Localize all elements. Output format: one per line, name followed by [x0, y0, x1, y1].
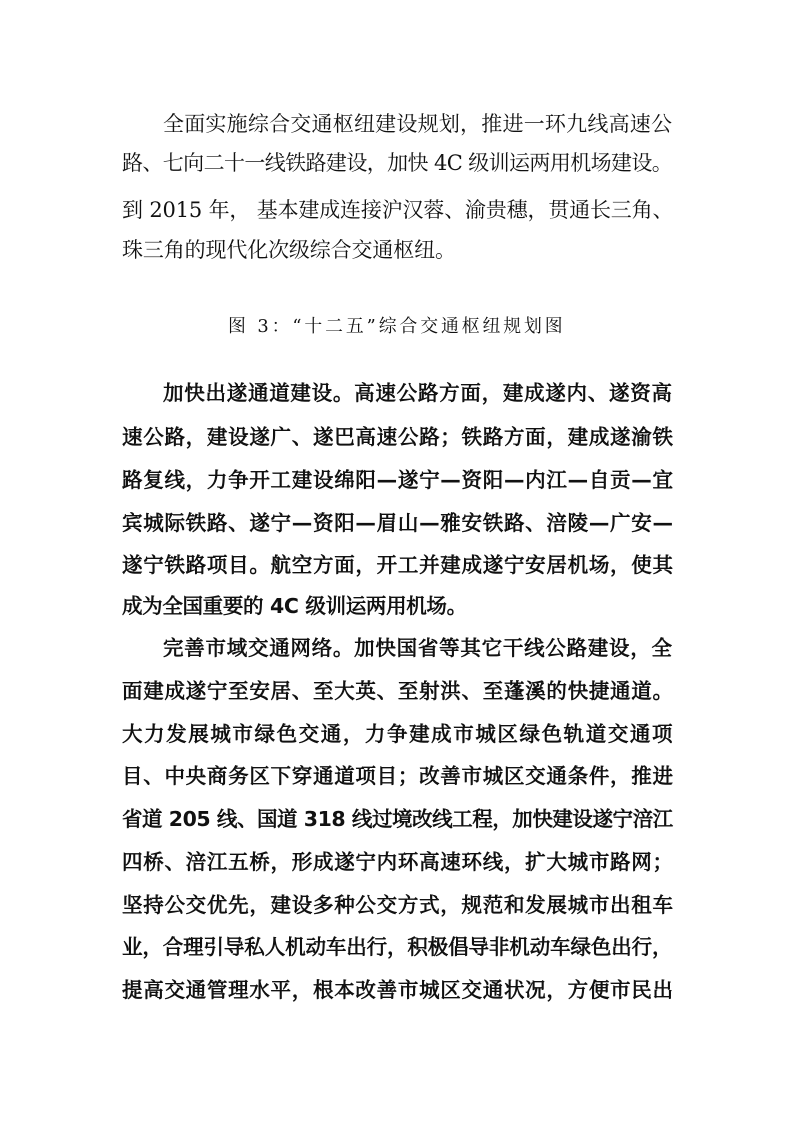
- intro-line-3: 到 2015 年， 基本建成连接沪汉蓉、渝贵穗，贯通长三角、: [122, 198, 674, 222]
- section2-line-3: 大力发展城市绿色交通，力争建成市城区绿色轨道交通项: [122, 722, 675, 746]
- intro-line-2: 路、七向二十一线铁路建设，加快 4C 级训运两用机场建设。: [122, 151, 673, 175]
- section2-line-6: 四桥、涪江五桥，形成遂宁内环高速环线，扩大城市路网；: [122, 850, 674, 874]
- section2-line-5: 省道 205 线、国道 318 线过境改线工程，加快建设遂宁涪江: [122, 807, 673, 831]
- section1-line-6: 成为全国重要的 4C 级训运两用机场。: [122, 594, 467, 618]
- section1-line-2: 速公路，建设遂广、遂巴高速公路；铁路方面，建成遂渝铁: [122, 425, 674, 449]
- figure-caption: 图 3：“十二五”综合交通枢纽规划图: [228, 316, 566, 337]
- section1-line-4: 宾城际铁路、遂宁—资阳—眉山—雅安铁路、涪陵—广安—: [122, 511, 674, 535]
- section2-line-8: 业，合理引导私人机动车出行，积极倡导非机动车绿色出行，: [122, 935, 673, 959]
- section1-line-1: 加快出遂通道建设。高速公路方面，建成遂内、遂资高: [163, 381, 673, 405]
- section2-line-7: 坚持公交优先，建设多种公交方式，规范和发展城市出租车: [122, 893, 674, 917]
- intro-line-1: 全面实施综合交通枢纽建设规划，推进一环九线高速公: [163, 112, 673, 136]
- section1-line-5: 遂宁铁路项目。航空方面，开工并建成遂宁安居机场，使其: [122, 553, 674, 577]
- section2-line-9: 提高交通管理水平，根本改善市城区交通状况，方便市民出: [122, 978, 674, 1002]
- section1-line-3: 路复线，力争开工建设绵阳—遂宁—资阳—内江—自贡—宜: [122, 468, 674, 492]
- section2-line-2: 面建成遂宁至安居、至大英、至射洪、至蓬溪的快捷通道。: [122, 679, 674, 703]
- section2-line-4: 目、中央商务区下穿通道项目；改善市城区交通条件，推进: [122, 764, 674, 788]
- intro-line-4: 珠三角的现代化次级综合交通枢纽。: [122, 238, 456, 262]
- section2-line-1: 完善市域交通网络。加快国省等其它干线公路建设，全: [163, 636, 673, 660]
